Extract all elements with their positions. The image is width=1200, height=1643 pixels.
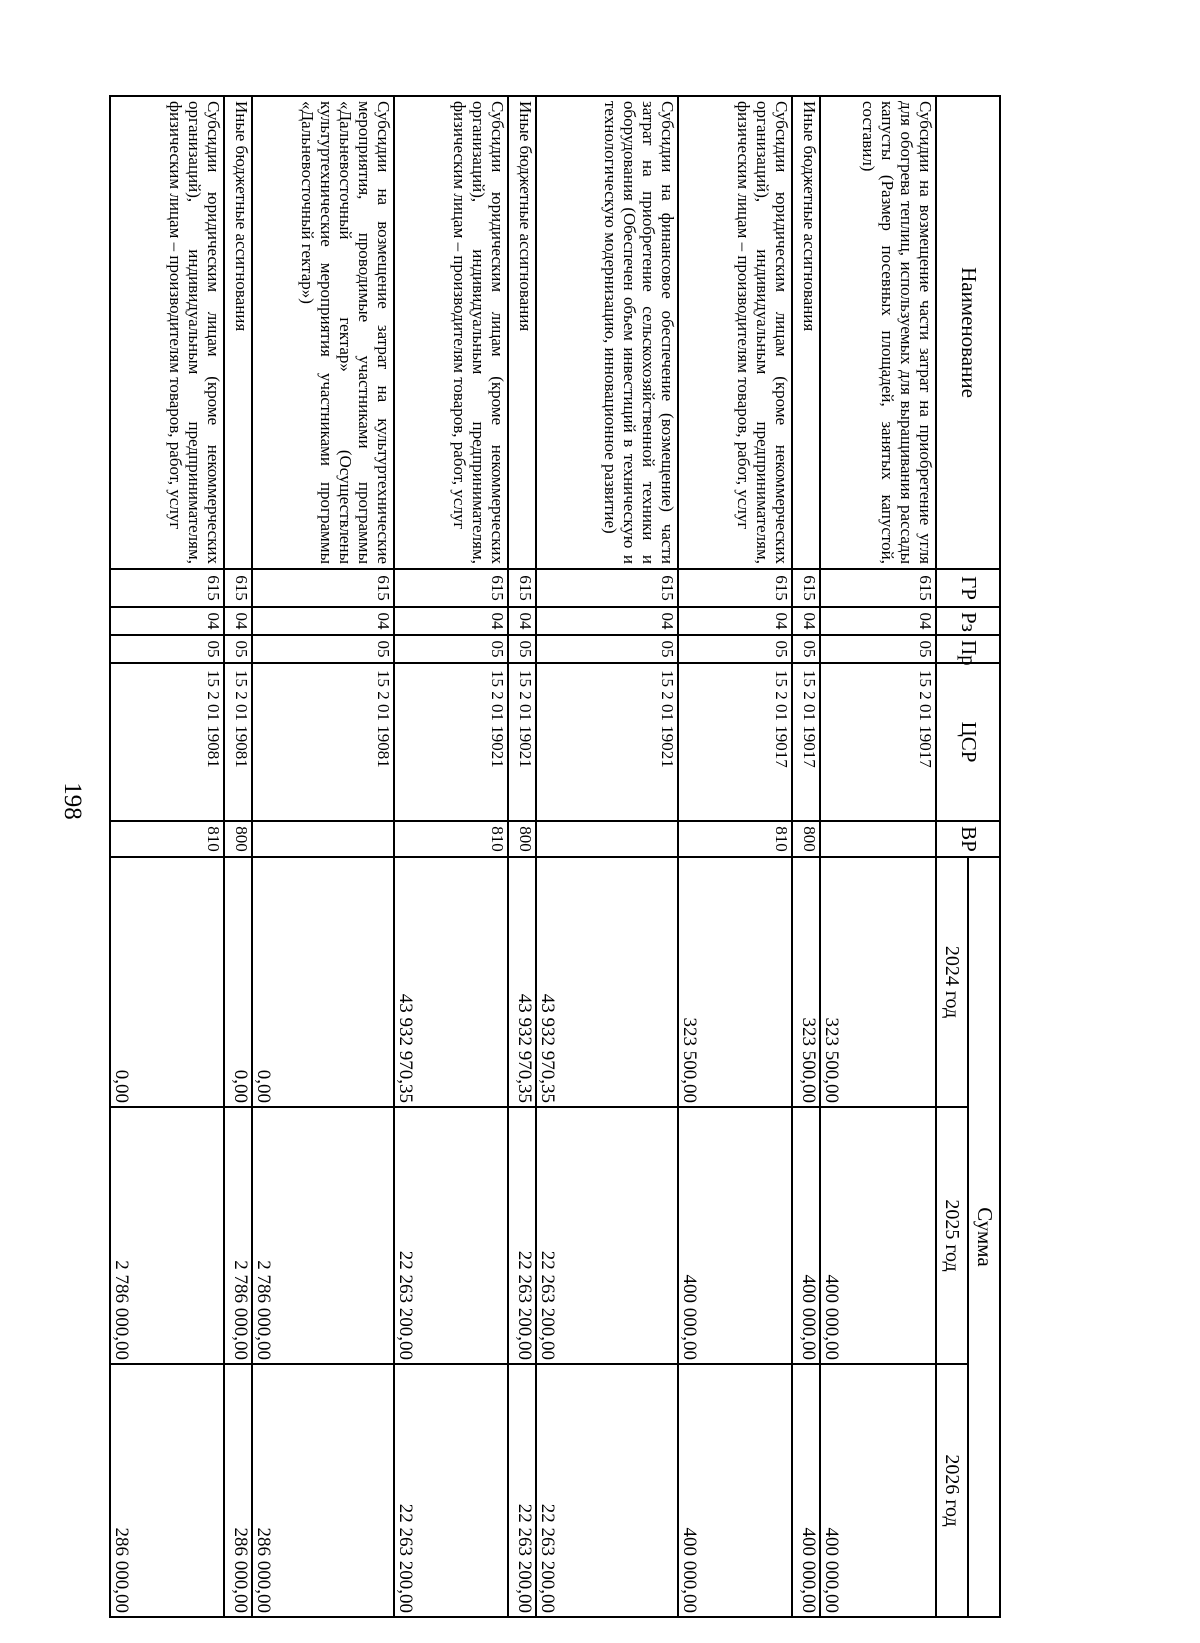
- row-2026: 22 263 200,00: [508, 1364, 536, 1617]
- header-name: Наименование: [936, 96, 1000, 569]
- row-2025: 2 786 000,00: [252, 1107, 394, 1364]
- row-csr: 15 2 01 19081: [252, 663, 394, 821]
- row-2025: 400 000,00: [820, 1107, 936, 1364]
- table-row: [536, 96, 678, 1617]
- row-csr: 15 2 01 19081: [110, 663, 224, 821]
- row-2026: 286 000,00: [224, 1364, 252, 1617]
- table-row: [508, 96, 536, 1617]
- row-gr: 615: [110, 569, 224, 607]
- row-gr: 615: [536, 569, 678, 607]
- row-name: Субсидии юридическим лицам (кроме некоммерческих организаций), индивидуальным предпринимателям, физическим лицам – производителям товаров, работ, услуг: [110, 96, 224, 569]
- row-gr: 615: [792, 569, 820, 607]
- row-gr: 615: [252, 569, 394, 607]
- row-vr: [536, 821, 678, 857]
- row-vr: 810: [678, 821, 792, 857]
- table-row: [394, 96, 508, 1617]
- row-csr: 15 2 01 19021: [508, 663, 536, 821]
- row-pr: 05: [224, 635, 252, 663]
- table-row: [224, 96, 252, 1617]
- row-name: Иные бюджетные ассигнования: [224, 96, 252, 569]
- row-2024: 0,00: [252, 857, 394, 1107]
- row-csr: 15 2 01 19021: [536, 663, 678, 821]
- header-2025: 2025 год: [936, 1107, 968, 1364]
- row-rz: 04: [678, 607, 792, 635]
- row-gr: 615: [224, 569, 252, 607]
- budget-table-container: [111, 95, 1001, 1616]
- header-row: [968, 96, 1000, 1617]
- row-rz: 04: [536, 607, 678, 635]
- row-2024: 323 500,00: [820, 857, 936, 1107]
- row-vr: [820, 821, 936, 857]
- row-pr: 05: [508, 635, 536, 663]
- row-pr: 05: [820, 635, 936, 663]
- header-sum: Сумма: [968, 857, 1000, 1617]
- row-rz: 04: [820, 607, 936, 635]
- row-2025: 22 263 200,00: [508, 1107, 536, 1364]
- row-2024: 0,00: [224, 857, 252, 1107]
- row-2024: 43 932 970,35: [508, 857, 536, 1107]
- row-gr: 615: [508, 569, 536, 607]
- row-2024: 43 932 970,35: [536, 857, 678, 1107]
- budget-table: [109, 95, 1001, 1618]
- row-name: Иные бюджетные ассигнования: [508, 96, 536, 569]
- header-2024: 2024 год: [936, 857, 968, 1107]
- table-row: [252, 96, 394, 1617]
- row-rz: 04: [252, 607, 394, 635]
- row-2026: 400 000,00: [792, 1364, 820, 1617]
- row-2024: 43 932 970,35: [394, 857, 508, 1107]
- row-csr: 15 2 01 19017: [820, 663, 936, 821]
- header-rz: Рз: [936, 607, 1000, 635]
- row-rz: 04: [792, 607, 820, 635]
- row-name: Субсидии юридическим лицам (кроме некоммерческих организаций), индивидуальным предпринимателям, физическим лицам – производителям товаров, работ, услуг: [394, 96, 508, 569]
- row-name: Субсидии на возмещение затрат на культуртехнические мероприятия, проводимые участниками программы «Дальневосточный гектар» (Осуществлены культуртехнические мероприятия участниками программы «Дальневосточный гектар»): [252, 96, 394, 569]
- row-2026: 400 000,00: [678, 1364, 792, 1617]
- row-rz: 04: [508, 607, 536, 635]
- row-gr: 615: [678, 569, 792, 607]
- row-csr: 15 2 01 19017: [678, 663, 792, 821]
- row-rz: 04: [394, 607, 508, 635]
- row-name: Субсидии на финансовое обеспечение (возмещение) части затрат на приобретение сельскохозяйственной техники и оборудования (Обеспечен объем инвестиций в техническую и технологическую модернизацию, инновационное развитие): [536, 96, 678, 569]
- row-gr: 615: [820, 569, 936, 607]
- header-pr: Пр: [936, 635, 1000, 663]
- row-2026: 286 000,00: [110, 1364, 224, 1617]
- row-2026: 400 000,00: [820, 1364, 936, 1617]
- row-vr: 800: [792, 821, 820, 857]
- row-2024: 0,00: [110, 857, 224, 1107]
- row-2025: 2 786 000,00: [110, 1107, 224, 1364]
- row-pr: 05: [394, 635, 508, 663]
- row-csr: 15 2 01 19021: [394, 663, 508, 821]
- row-2025: 400 000,00: [678, 1107, 792, 1364]
- row-2024: 323 500,00: [678, 857, 792, 1107]
- row-name: Иные бюджетные ассигнования: [792, 96, 820, 569]
- row-rz: 04: [224, 607, 252, 635]
- row-2026: 286 000,00: [252, 1364, 394, 1617]
- row-2025: 22 263 200,00: [536, 1107, 678, 1364]
- row-2026: 22 263 200,00: [536, 1364, 678, 1617]
- header-2026: 2026 год: [936, 1364, 968, 1617]
- row-2025: 2 786 000,00: [224, 1107, 252, 1364]
- row-csr: 15 2 01 19081: [224, 663, 252, 821]
- row-2025: 400 000,00: [792, 1107, 820, 1364]
- row-name: Субсидии на возмещение части затрат на приобретение угля для обогрева теплиц, используемых для выращивания рассады капусты (Размер посевных площадей, занятых капустой, составил): [820, 96, 936, 569]
- row-2025: 22 263 200,00: [394, 1107, 508, 1364]
- page-number: 198: [59, 782, 86, 820]
- table-row: [678, 96, 792, 1617]
- row-vr: 800: [224, 821, 252, 857]
- row-pr: 05: [678, 635, 792, 663]
- table-row: [792, 96, 820, 1617]
- row-pr: 05: [110, 635, 224, 663]
- row-name: Субсидии юридическим лицам (кроме некоммерческих организаций), индивидуальным предпринимателям, физическим лицам – производителям товаров, работ, услуг: [678, 96, 792, 569]
- table-row: [820, 96, 936, 1617]
- header-vr: ВР: [936, 821, 1000, 857]
- header-csr: ЦСР: [936, 663, 1000, 821]
- row-vr: 810: [110, 821, 224, 857]
- table-row: [110, 96, 224, 1617]
- row-rz: 04: [110, 607, 224, 635]
- row-2024: 323 500,00: [792, 857, 820, 1107]
- row-2026: 22 263 200,00: [394, 1364, 508, 1617]
- row-gr: 615: [394, 569, 508, 607]
- row-vr: [252, 821, 394, 857]
- row-pr: 05: [536, 635, 678, 663]
- row-vr: 800: [508, 821, 536, 857]
- row-pr: 05: [792, 635, 820, 663]
- header-gr: ГР: [936, 569, 1000, 607]
- row-csr: 15 2 01 19017: [792, 663, 820, 821]
- row-pr: 05: [252, 635, 394, 663]
- row-vr: 810: [394, 821, 508, 857]
